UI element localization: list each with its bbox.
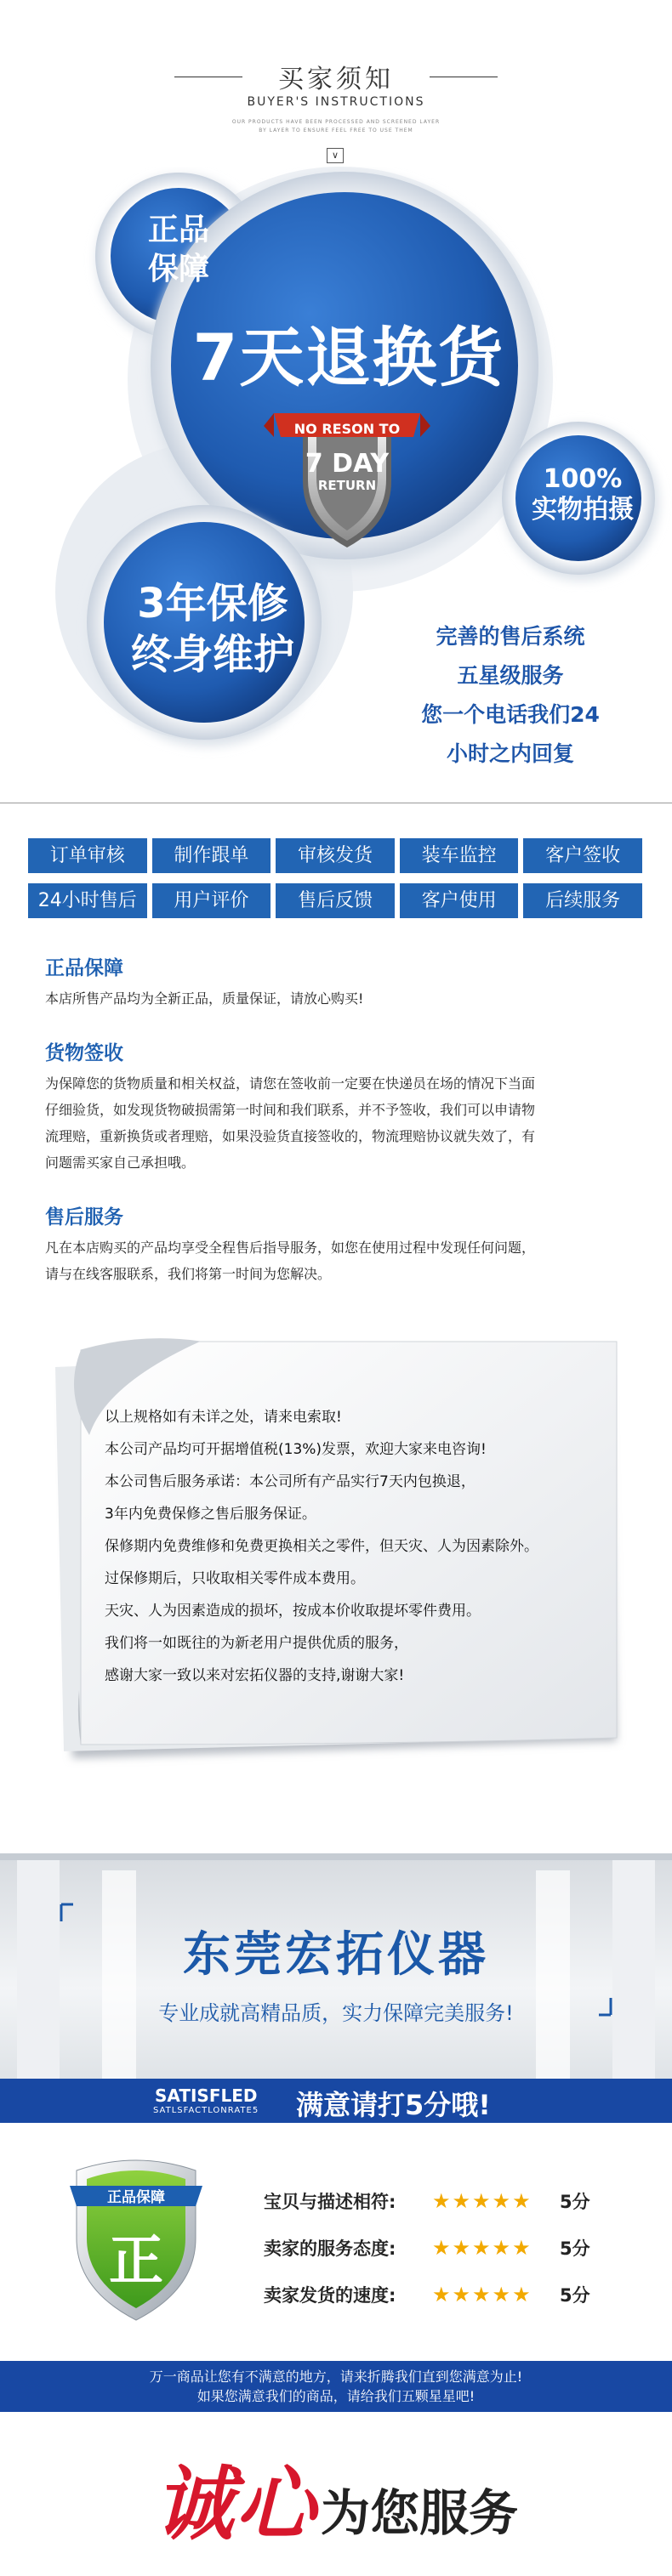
buyer-instructions-header [0,0,672,170]
aftersales-section-title: 售后服务 [45,1206,123,1228]
paper-line-5: 保修期内免费维修和免费更换相关之零件，但天灾、人为因素除外。 [105,1538,538,1555]
slogan-sincere: 诚心 [153,2459,317,2551]
real-photo-line-2: 实物拍摄 [532,495,634,525]
paper-line-8: 我们将一如既往的为新老用户提供优质的服务， [105,1635,408,1652]
warranty-label [94,578,332,680]
paper-note-text [105,1401,615,1692]
process-customer-use: 客户使用 [400,883,519,918]
service-line-4: 小时之内回复 [446,741,574,766]
header-tiny-line-1: OUR PRODUCTS HAVE BEEN PROCESSED AND SCREENED LAYER [231,119,441,125]
header-tiny-line-2: BY LAYER TO ENSURE FEEL FREE TO USE THEM [259,128,413,133]
service-line-1: 完善的售后系统 [436,624,585,649]
aftersales-line-2: 请与在线客服联系，我们将第一时间为您解决。 [45,1266,332,1282]
paper-line-2: 本公司产品均可开据增值税(13%)发票，欢迎大家来电咨询! [105,1441,487,1458]
real-photo-label [510,464,655,525]
process-customer-signoff: 客户签收 [523,838,642,873]
process-row-1 [28,838,642,873]
genuine-line-1: 正品 [147,213,209,247]
rating-score: 5分 [560,2191,590,2212]
aftersales-line-1: 凡在本店购买的产品均享受全程售后指导服务，如您在使用过程中发现任何问题， [45,1240,536,1256]
guarantee-circles [0,167,672,779]
satisfaction-footer [0,2361,672,2412]
process-user-review: 用户评价 [152,883,271,918]
genuine-section [45,952,641,1012]
process-loading-monitor: 装车监控 [400,838,519,873]
paper-note [30,1316,642,1775]
rating-score: 5分 [560,2284,590,2306]
service-process-grid [28,838,642,928]
paper-line-4: 3年内免费保修之售后服务保证。 [105,1506,316,1523]
signing-line-2: 仔细验货，如发现货物破损需第一时间和我们联系，并不予签收，我们可以申请物 [45,1102,536,1118]
genuine-section-title: 正品保障 [45,957,123,979]
paper-line-3: 本公司售后服务承诺：本公司所有产品实行7天内包换退， [105,1473,476,1490]
footer-line-2: 如果您满意我们的商品，请给我们五颗星星吧! [196,2388,476,2404]
satisfaction-en-sub: SATLSFACTLONRATE5 [153,2106,259,2115]
warranty-line-2: 终身维护 [130,631,294,678]
process-shipping-review: 审核发货 [276,838,395,873]
warranty-line-1: 3年保修 [137,580,288,627]
star-rating-icon: ★★★★★ [432,2282,532,2306]
paper-line-9: 感谢大家一致以来对宏拓仪器的支持,谢谢大家! [105,1667,405,1684]
signing-line-4: 问题需买家自己承担哦。 [45,1155,196,1171]
service-promise-lines [383,617,638,774]
star-rating-icon: ★★★★★ [432,2235,532,2260]
seven-day-return-label: 7天退换货 [192,320,505,395]
header-title: 买家须知 [278,65,394,94]
star-rating-icon: ★★★★★ [432,2188,532,2213]
rating-row [264,2224,638,2271]
genuine-line-2: 保障 [147,252,209,287]
aftersales-section [45,1201,641,1287]
shield-label: 正品保障 [107,2189,165,2206]
signing-section-title: 货物签收 [45,1042,123,1064]
brand-slogan: 专业成就高精品质，实力保障完美服务! [158,2001,514,2025]
process-aftersales-feedback: 售后反馈 [276,883,395,918]
signing-line-1: 为保障您的货物质量和相关权益，请您在签收前一定要在快递员在场的情况下当面 [45,1075,536,1092]
paper-line-6: 过保修期后，只收取相关零件成本费用。 [105,1570,365,1587]
service-line-3: 您一个电话我们24 [421,702,600,727]
badge-sub-text: RETURN [317,478,377,493]
satisfaction-bar [0,2079,672,2123]
satisfaction-panel [0,2123,672,2361]
satisfaction-cn-title: 满意请打5分哦! [296,2089,491,2121]
badge-ribbon-text: NO RESON TO [293,421,401,437]
process-order-review: 订单审核 [28,838,147,873]
genuine-shield-icon [68,2153,204,2324]
genuine-section-text: 本店所售产品均为全新正品，质量保证，请放心购买! [45,990,364,1007]
header-subtitle: BUYER'S INSTRUCTIONS [247,95,425,109]
rating-label: 卖家发货的速度: [264,2284,396,2306]
rating-row [264,2271,638,2318]
satisfaction-en-title: SATISFLED [155,2085,258,2106]
closing-slogan [0,2440,672,2559]
paper-line-1: 以上规格如有未详之处，请来电索取! [105,1409,342,1426]
rating-label: 宝贝与描述相符: [264,2191,396,2212]
chevron-down-icon: ∨ [327,148,344,163]
badge-main-text: 7 DAY [305,449,390,479]
real-photo-line-1: 100% [543,464,623,494]
buyer-info-sections [45,952,641,1313]
process-production-tracking: 制作跟单 [152,838,271,873]
slogan-serve-you: 为您服务 [321,2484,519,2542]
rating-rows [264,2177,638,2318]
process-row-2 [28,883,642,918]
footer-line-1: 万一商品让您有不满意的地方，请来折腾我们直到您满意为止! [149,2369,523,2385]
signing-section [45,1037,641,1176]
rating-score: 5分 [560,2238,590,2259]
process-24h-aftersales: 24小时售后 [28,883,147,918]
brand-banner [0,1853,672,2079]
rating-label: 卖家的服务态度: [264,2238,396,2259]
signing-line-3: 流理赔，重新换货或者理赔，如果没验货直接签收的，物流理赔协议就失效了，有 [45,1128,536,1144]
paper-line-7: 天灾、人为因素造成的损坏，按成本价收取提坏零件费用。 [105,1603,481,1620]
brand-name: 东莞宏拓仪器 [183,1927,489,1983]
rating-row [264,2177,638,2224]
process-followup-service: 后续服务 [523,883,642,918]
genuine-guarantee-label [128,211,230,289]
service-line-2: 五星级服务 [457,663,564,688]
shield-char: 正 [109,2230,163,2293]
